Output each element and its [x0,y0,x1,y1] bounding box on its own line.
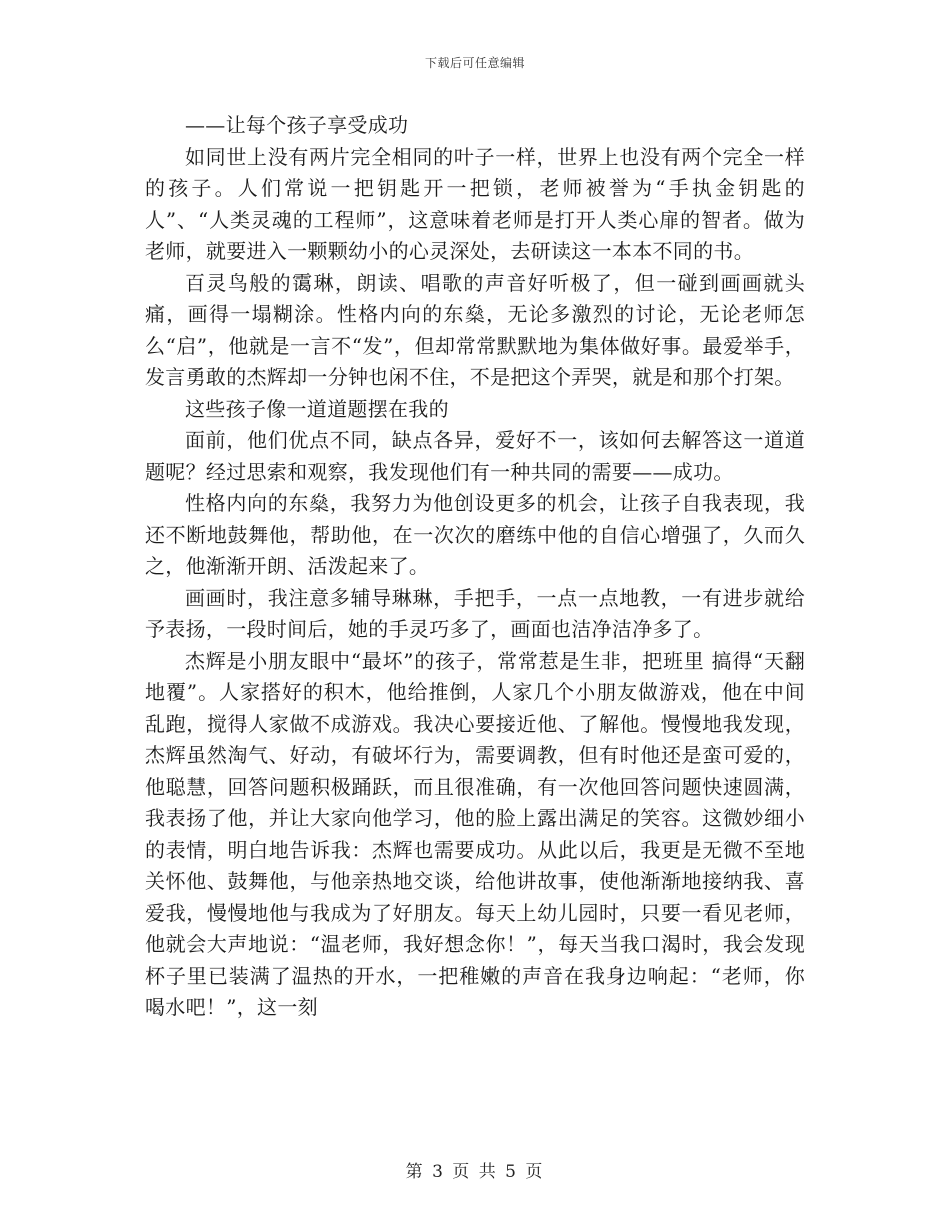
paragraph-1: 如同世上没有两片完全相同的叶子一样，世界上也没有两个完全一样的孩子。人们常说一把钥匙开一把锁，老师被誉为“手执金钥匙的人”、“人类灵魂的工程师”，这意味着老师是打开人类心扉的智者。做为老师，就要进入一颗颗幼小的心灵深处，去研读这一本本不同的书。 [145,144,805,263]
paragraph-6: 画画时，我注意多辅导琳琳，手把手，一点一点地教，一有进步就给予表扬，一段时间后，她的手灵巧多了，画面也洁净洁净多了。 [145,585,805,641]
paragraph-2: 百灵鸟般的霭琳，朗读、唱歌的声音好听极了，但一碰到画画就头痛，画得一塌糊涂。性格内向的东燊，无论多激烈的讨论，无论老师怎么“启”，他就是一言不“发”，但却常常默默地为集体做好事。最爱举手，发言勇敢的杰辉却一分钟也闲不住，不是把这个弄哭，就是和那个打架。 [145,270,805,389]
paragraph-5: 性格内向的东燊，我努力为他创设更多的机会，让孩子自我表现，我还不断地鼓舞他，帮助他，在一次次的磨练中他的自信心增强了，久而久之，他渐渐开朗、活泼起来了。 [145,491,805,578]
paragraph-3: 这些孩子像一道道题摆在我的 [185,396,449,421]
page-number: 第 3 页 共 5 页 [405,1162,545,1182]
page-header: 下载后可任意编辑 [424,56,525,70]
paragraph-4: 面前，他们优点不同，缺点各异，爱好不一，该如何去解答这一道道题呢？经过思索和观察，我发现他们有一种共同的需要——成功。 [145,428,805,484]
paragraph-7: 杰辉是小朋友眼中“最坏”的孩子，常常惹是生非，把班里 搞得“天翻地覆”。人家搭好的积木，他给推倒，人家几个小朋友做游戏，他在中间乱跑，搅得人家做不成游戏。我决心要接近他、了解他。慢慢地我发现，杰辉虽然淘气、好动，有破坏行为，需要调教，但有时他还是蛮可爱的，他聪慧，回答问题积极踊跃，而且很准确，有一次他回答问题快速圆满，我表扬了他，并让大家向他学习，他的脸上露出满足的笑容。这微妙细小的表情，明白地告诉我：杰辉也需要成功。从此以后，我更是无微不至地关怀他、鼓舞他，与他亲热地交谈，给他讲故事，使他渐渐地接纳我、喜爱我，慢慢地他与我成为了好朋友。每天上幼儿园时，只要一看见老师，他就会大声地说：“温老师，我好想念你！”，每天当我口渴时，我会发现杯子里已装满了温热的开水，一把稚嫩的声音在我身边响起：“老师，你喝水吧！”，这一刻 [145,648,805,1019]
document-body [145,110,805,1024]
subtitle: ——让每个孩子享受成功 [185,113,409,137]
